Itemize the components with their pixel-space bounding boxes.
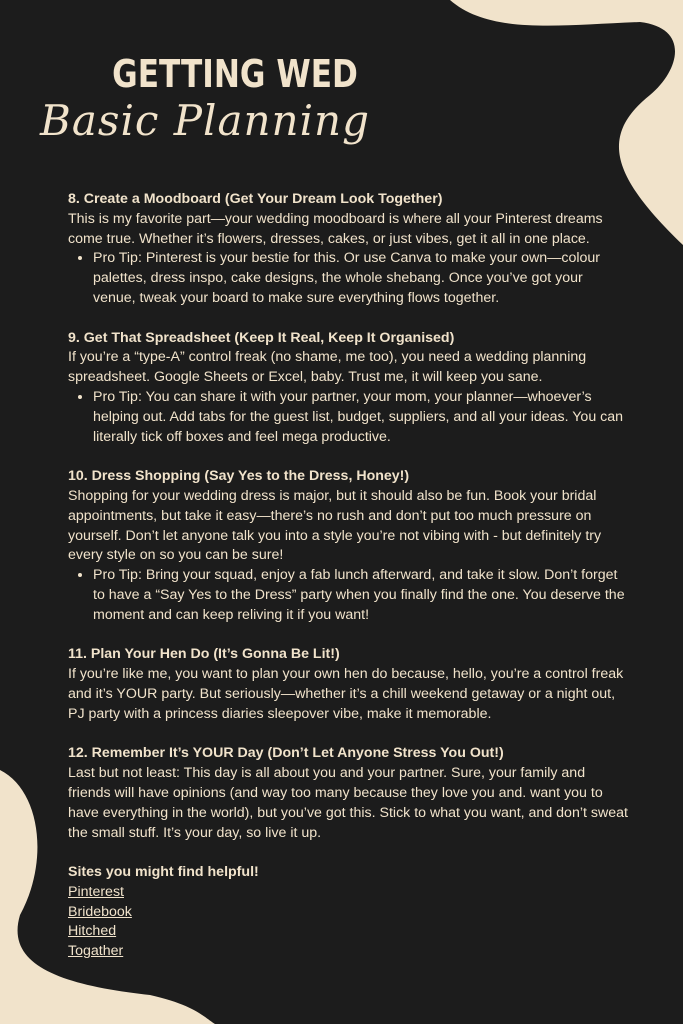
section-spreadsheet (68, 329, 628, 448)
section-heading: 12. Remember It’s YOUR Day (Don’t Let Anyone Stress You Out!) (68, 745, 504, 762)
tip-list (68, 566, 628, 625)
pro-tip: • Pro Tip: Bring your squad, enjoy a fab lunch afterward, and take it slow. Don’t forget to have a “Say Yes to the Dress” party when you finally find the one. You deserve the moment and can keep reliving it if you want! (93, 566, 628, 625)
section-body: Shopping for your wedding dress is major, but it should also be fun. Book your bridal appointments, but take it easy—there’s no rush and don’t put too much pressure on yourself. Don’t let anyone talk you into a style you’re not vibing with - but definitely try every style on so you can be sure! (68, 487, 602, 564)
section-body: This is my favorite part—your wedding moodboard is where all your Pinterest dreams come true. Whether it’s flowers, dresses, cakes, or just vibes, get it all in one place. (68, 210, 603, 247)
section-your-day (68, 744, 628, 843)
page-subtitle: Basic Planning (40, 96, 370, 145)
section-heading: 9. Get That Spreadsheet (Keep It Real, Keep It Organised) (68, 329, 455, 346)
section-heading: 10. Dress Shopping (Say Yes to the Dress, Honey!) (68, 468, 410, 485)
section-dress-shopping (68, 467, 628, 625)
link-togather[interactable]: Togather (68, 943, 124, 960)
article-body (68, 190, 628, 962)
link-hitched[interactable]: Hitched (68, 923, 117, 940)
section-heading: 8. Create a Moodboard (Get Your Dream Look Together) (68, 191, 443, 207)
pro-tip: • Pro Tip: Pinterest is your bestie for this. Or use Canva to make your own—colour palettes, dress inspo, cake designs, the whole shebang. Once you’ve got your venue, tweak your board to make sure everything flows together. (93, 249, 628, 308)
tip-list (68, 388, 628, 447)
page-title: GETTING WED (112, 52, 358, 96)
link-bridebook[interactable]: Bridebook (68, 903, 132, 920)
section-hen-do (68, 645, 628, 724)
sites-heading: Sites you might find helpful! (68, 864, 259, 881)
section-body: If you’re a “type-A” control freak (no shame, me too), you need a wedding planning spreadsheet. Google Sheets or Excel, baby. Trust me, it will keep you sane. (68, 349, 587, 386)
link-pinterest[interactable]: Pinterest (68, 883, 124, 900)
section-body: Last but not least: This day is all about you and your partner. Sure, your family and friends will have opinions (and way too many because they love you and. want you to have everything in the world), but you’ve got this. Stick to what you want, and don’t sweat the small stuff. It’s your day, so live it up. (68, 765, 628, 841)
helpful-sites (68, 863, 628, 962)
pro-tip: • Pro Tip: You can share it with your partner, your mom, your planner—whoever’s helping out. Add tabs for the guest list, budget, suppliers, and all your ideas. You can literally tick off boxes and feel mega productive. (93, 388, 628, 447)
section-body: If you’re like me, you want to plan your own hen do because, hello, you’re a control freak and it’s YOUR party. But seriously—whether it’s a chill weekend getaway or a night out, PJ party with a princess diaries sleepover vibe, make it memorable. (68, 666, 624, 722)
section-moodboard (68, 190, 628, 309)
section-heading: 11. Plan Your Hen Do (It’s Gonna Be Lit!) (68, 646, 340, 663)
tip-list (68, 249, 628, 308)
